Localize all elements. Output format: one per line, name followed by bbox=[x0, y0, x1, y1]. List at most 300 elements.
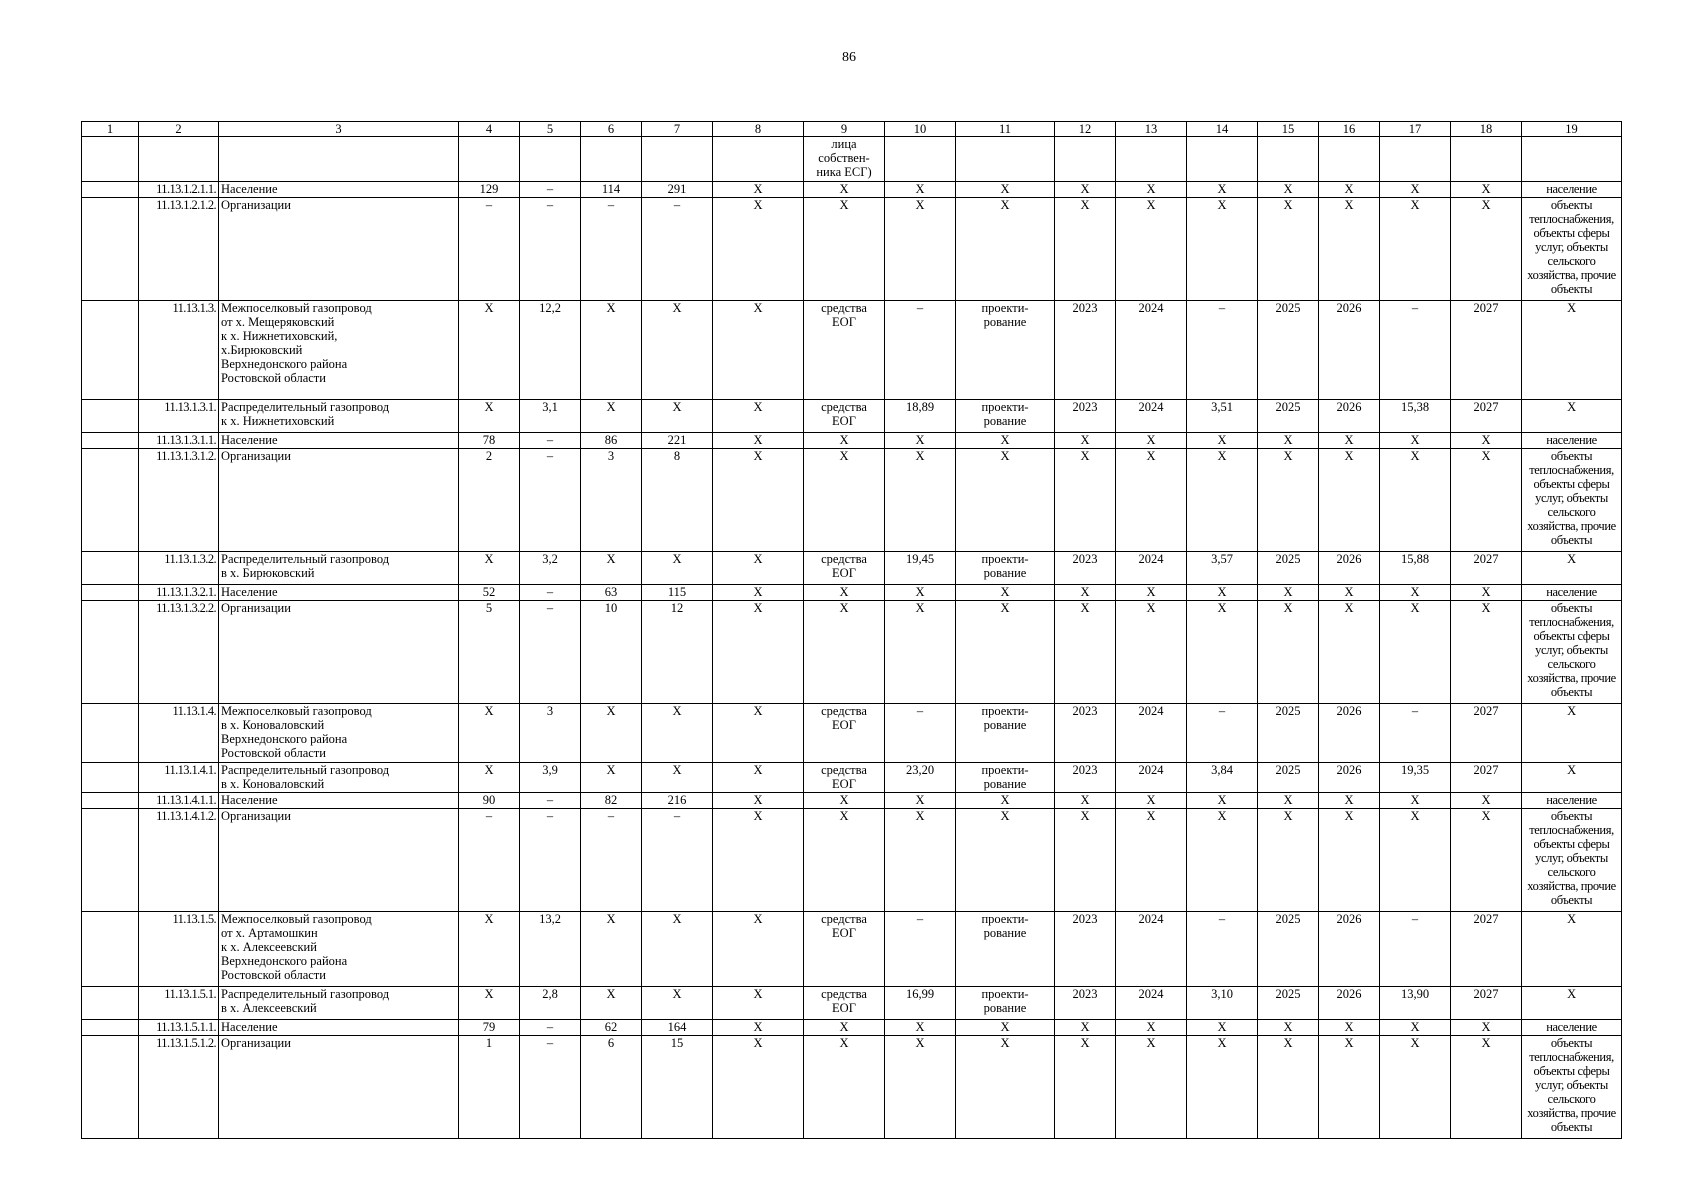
table-cell: 23,20 bbox=[885, 763, 956, 793]
table-cell: проекти- рование bbox=[956, 704, 1055, 763]
table-cell bbox=[82, 449, 139, 552]
table-cell: – bbox=[885, 912, 956, 987]
table-cell: 15,38 bbox=[1380, 400, 1451, 433]
column-number-1: 1 bbox=[82, 122, 139, 137]
consumer-category: объекты теплоснабжения, объекты сферы услуг, объекты сельского хозяйства, прочие объекты bbox=[1522, 809, 1622, 912]
row-code: 11.13.1.5.1.1. bbox=[139, 1020, 219, 1036]
table-cell bbox=[82, 704, 139, 763]
table-cell: Х bbox=[956, 793, 1055, 809]
table-cell: Х bbox=[1055, 433, 1116, 449]
table-cell: Х bbox=[459, 301, 520, 400]
table-cell: Х bbox=[885, 793, 956, 809]
table-cell: – bbox=[642, 809, 713, 912]
table-cell: Х bbox=[1319, 585, 1380, 601]
consumer-category: население bbox=[1522, 433, 1622, 449]
table-cell: 129 bbox=[459, 182, 520, 198]
row-code: 11.13.1.5.1.2. bbox=[139, 1036, 219, 1139]
table-cell: Х bbox=[1116, 198, 1187, 301]
table-cell: Х bbox=[1187, 809, 1258, 912]
row-name: Организации bbox=[219, 809, 459, 912]
table-cell: Х bbox=[713, 1036, 804, 1139]
table-cell: Х bbox=[1055, 1020, 1116, 1036]
table-cell: Х bbox=[1319, 182, 1380, 198]
table-cell: Х bbox=[885, 1036, 956, 1139]
table-cell: Х bbox=[1187, 585, 1258, 601]
table-cell: Х bbox=[1055, 793, 1116, 809]
table-cell: 2027 bbox=[1451, 552, 1522, 585]
table-cell: Х bbox=[1451, 198, 1522, 301]
table-cell: – bbox=[1380, 912, 1451, 987]
consumer-category bbox=[1522, 137, 1622, 182]
table-cell: Х bbox=[1055, 601, 1116, 704]
table-cell: – bbox=[459, 198, 520, 301]
table-cell: 2025 bbox=[1258, 763, 1319, 793]
table-cell bbox=[82, 987, 139, 1020]
table-cell: Х bbox=[1187, 198, 1258, 301]
table-cell: – bbox=[520, 198, 581, 301]
table-cell: Х bbox=[1451, 1036, 1522, 1139]
table-cell: 6 bbox=[581, 1036, 642, 1139]
table-cell: Х bbox=[1116, 1020, 1187, 1036]
table-cell: Х bbox=[1258, 1036, 1319, 1139]
table-cell bbox=[713, 137, 804, 182]
row-name: Межпоселковый газопровод от х. Мещеряковский к х. Нижнетиховский, х.Бирюковский Верхнедонского района Ростовской области bbox=[219, 301, 459, 400]
table-cell bbox=[1319, 137, 1380, 182]
table-cell: Х bbox=[956, 449, 1055, 552]
consumer-category: Х bbox=[1522, 763, 1622, 793]
table-cell: 2027 bbox=[1451, 987, 1522, 1020]
table-cell: Х bbox=[581, 987, 642, 1020]
table-row bbox=[82, 182, 1622, 198]
table-cell: Х bbox=[1319, 809, 1380, 912]
row-name: Распределительный газопровод в х. Алексеевский bbox=[219, 987, 459, 1020]
table-cell: – bbox=[459, 809, 520, 912]
row-name: Межпоселковый газопровод от х. Артамошкин к х. Алексеевский Верхнедонского района Ростовской области bbox=[219, 912, 459, 987]
table-cell: Х bbox=[1055, 809, 1116, 912]
column-number-5: 5 bbox=[520, 122, 581, 137]
row-name: Население bbox=[219, 433, 459, 449]
table-cell: средства ЕОГ bbox=[804, 704, 885, 763]
table-cell: 221 bbox=[642, 433, 713, 449]
row-code: 11.13.1.4.1. bbox=[139, 763, 219, 793]
table-cell: Х bbox=[1380, 793, 1451, 809]
table-cell: 90 bbox=[459, 793, 520, 809]
table-cell: Х bbox=[713, 182, 804, 198]
consumer-category: объекты теплоснабжения, объекты сферы услуг, объекты сельского хозяйства, прочие объекты bbox=[1522, 601, 1622, 704]
table-cell: Х bbox=[459, 704, 520, 763]
table-cell: Х bbox=[642, 704, 713, 763]
row-code: 11.13.1.3.2. bbox=[139, 552, 219, 585]
table-cell: Х bbox=[956, 198, 1055, 301]
row-code: 11.13.1.3.1. bbox=[139, 400, 219, 433]
table-cell bbox=[885, 137, 956, 182]
table-cell: 2027 bbox=[1451, 763, 1522, 793]
table-cell: средства ЕОГ bbox=[804, 301, 885, 400]
table-cell: Х bbox=[804, 1020, 885, 1036]
table-cell: Х bbox=[581, 763, 642, 793]
column-number-12: 12 bbox=[1055, 122, 1116, 137]
table-cell: средства ЕОГ bbox=[804, 763, 885, 793]
table-cell: Х bbox=[804, 198, 885, 301]
table-cell: – bbox=[581, 198, 642, 301]
table-row bbox=[82, 585, 1622, 601]
table-cell: – bbox=[520, 449, 581, 552]
table-cell: Х bbox=[1187, 793, 1258, 809]
table-cell bbox=[1380, 137, 1451, 182]
table-cell: 2023 bbox=[1055, 763, 1116, 793]
table-cell: Х bbox=[642, 552, 713, 585]
table-cell: Х bbox=[713, 704, 804, 763]
table-cell: 2024 bbox=[1116, 301, 1187, 400]
table-cell: 3,10 bbox=[1187, 987, 1258, 1020]
table-cell: Х bbox=[804, 1036, 885, 1139]
table-cell bbox=[82, 198, 139, 301]
table-cell: Х bbox=[1319, 1036, 1380, 1139]
table-cell: Х bbox=[804, 585, 885, 601]
table-cell: Х bbox=[1187, 449, 1258, 552]
table-cell: – bbox=[520, 182, 581, 198]
table-cell: – bbox=[885, 301, 956, 400]
table-cell: Х bbox=[885, 449, 956, 552]
table-cell: 12 bbox=[642, 601, 713, 704]
table-row bbox=[82, 987, 1622, 1020]
table-cell bbox=[642, 137, 713, 182]
table-cell: Х bbox=[1055, 198, 1116, 301]
table-cell: Х bbox=[1258, 585, 1319, 601]
row-code: 11.13.1.5.1. bbox=[139, 987, 219, 1020]
column-number-19: 19 bbox=[1522, 122, 1622, 137]
table-cell: – bbox=[520, 433, 581, 449]
table-cell: Х bbox=[885, 585, 956, 601]
column-number-4: 4 bbox=[459, 122, 520, 137]
table-cell: 19,45 bbox=[885, 552, 956, 585]
row-name: Распределительный газопровод в х. Коноваловский bbox=[219, 763, 459, 793]
table-cell: проекти- рование bbox=[956, 987, 1055, 1020]
table-cell: 291 bbox=[642, 182, 713, 198]
table-cell: 2025 bbox=[1258, 400, 1319, 433]
table-cell: Х bbox=[1116, 793, 1187, 809]
table-cell: 216 bbox=[642, 793, 713, 809]
row-code: 11.13.1.3.1.2. bbox=[139, 449, 219, 552]
table-row bbox=[82, 137, 1622, 182]
table-cell: Х bbox=[581, 912, 642, 987]
table-cell: 8 bbox=[642, 449, 713, 552]
row-code: 11.13.1.2.1.1. bbox=[139, 182, 219, 198]
table-cell: Х bbox=[1055, 182, 1116, 198]
table-cell: 114 bbox=[581, 182, 642, 198]
table-cell: 13,90 bbox=[1380, 987, 1451, 1020]
table-cell: 62 bbox=[581, 1020, 642, 1036]
table-cell: 15,88 bbox=[1380, 552, 1451, 585]
table-cell bbox=[82, 400, 139, 433]
table-cell: 5 bbox=[459, 601, 520, 704]
table-cell: Х bbox=[885, 182, 956, 198]
table-cell bbox=[1187, 137, 1258, 182]
table-cell bbox=[82, 433, 139, 449]
table-cell: Х bbox=[1116, 585, 1187, 601]
table-row bbox=[82, 1036, 1622, 1139]
table-cell: 19,35 bbox=[1380, 763, 1451, 793]
table-cell: – bbox=[520, 601, 581, 704]
table-cell: Х bbox=[885, 809, 956, 912]
table-row bbox=[82, 552, 1622, 585]
table-cell: Х bbox=[713, 793, 804, 809]
table-cell: – bbox=[520, 809, 581, 912]
table-cell: 2026 bbox=[1319, 763, 1380, 793]
table-cell: 2025 bbox=[1258, 552, 1319, 585]
table-cell bbox=[82, 137, 139, 182]
column-number-16: 16 bbox=[1319, 122, 1380, 137]
table-cell: Х bbox=[1187, 601, 1258, 704]
table-cell: Х bbox=[956, 433, 1055, 449]
table-cell bbox=[82, 912, 139, 987]
table-cell: Х bbox=[1319, 1020, 1380, 1036]
table-cell: 3,1 bbox=[520, 400, 581, 433]
table-row bbox=[82, 704, 1622, 763]
table-cell: 2023 bbox=[1055, 301, 1116, 400]
row-name: Население bbox=[219, 1020, 459, 1036]
table-cell: Х bbox=[713, 585, 804, 601]
column-number-10: 10 bbox=[885, 122, 956, 137]
table-cell: Х bbox=[956, 585, 1055, 601]
table-cell: Х bbox=[1258, 182, 1319, 198]
column-number-11: 11 bbox=[956, 122, 1055, 137]
row-name: Организации bbox=[219, 449, 459, 552]
table-cell: лица собствен- ника ЕСГ) bbox=[804, 137, 885, 182]
table-cell: – bbox=[885, 704, 956, 763]
table-cell: Х bbox=[642, 400, 713, 433]
table-cell: 2024 bbox=[1116, 987, 1187, 1020]
table-cell: 3 bbox=[581, 449, 642, 552]
row-name: Организации bbox=[219, 198, 459, 301]
column-number-9: 9 bbox=[804, 122, 885, 137]
table-cell: Х bbox=[1380, 601, 1451, 704]
table-cell: 2023 bbox=[1055, 400, 1116, 433]
table-cell bbox=[82, 552, 139, 585]
row-code: 11.13.1.3.2.1. bbox=[139, 585, 219, 601]
column-number-15: 15 bbox=[1258, 122, 1319, 137]
table-cell: 2025 bbox=[1258, 987, 1319, 1020]
table-cell: Х bbox=[1258, 809, 1319, 912]
table-cell: Х bbox=[1380, 1020, 1451, 1036]
table-cell: – bbox=[642, 198, 713, 301]
table-cell: 3,9 bbox=[520, 763, 581, 793]
column-number-13: 13 bbox=[1116, 122, 1187, 137]
row-code: 11.13.1.3. bbox=[139, 301, 219, 400]
table-cell: 2024 bbox=[1116, 552, 1187, 585]
table-cell: Х bbox=[713, 912, 804, 987]
table-cell: 2024 bbox=[1116, 704, 1187, 763]
table-cell: 2027 bbox=[1451, 704, 1522, 763]
table-cell: Х bbox=[459, 912, 520, 987]
table-cell: 79 bbox=[459, 1020, 520, 1036]
table-cell: Х bbox=[1258, 198, 1319, 301]
table-cell: Х bbox=[713, 301, 804, 400]
table-cell: Х bbox=[1116, 601, 1187, 704]
column-number-17: 17 bbox=[1380, 122, 1451, 137]
row-name: Население bbox=[219, 793, 459, 809]
table-cell: Х bbox=[1451, 1020, 1522, 1036]
data-table bbox=[81, 121, 1622, 1139]
table-cell: Х bbox=[1380, 182, 1451, 198]
table-cell: Х bbox=[642, 763, 713, 793]
table-row bbox=[82, 793, 1622, 809]
row-code: 11.13.1.3.2.2. bbox=[139, 601, 219, 704]
consumer-category: население bbox=[1522, 793, 1622, 809]
table-cell: Х bbox=[1319, 433, 1380, 449]
table-cell: средства ЕОГ bbox=[804, 912, 885, 987]
table-cell: Х bbox=[713, 552, 804, 585]
table-cell bbox=[82, 1020, 139, 1036]
row-name: Население bbox=[219, 585, 459, 601]
row-name bbox=[219, 137, 459, 182]
table-cell: 2027 bbox=[1451, 912, 1522, 987]
consumer-category: Х bbox=[1522, 704, 1622, 763]
page-number: 86 bbox=[842, 50, 856, 65]
table-cell: Х bbox=[1055, 449, 1116, 552]
table-row bbox=[82, 809, 1622, 912]
table-cell: Х bbox=[1187, 1036, 1258, 1139]
table-cell: Х bbox=[956, 1036, 1055, 1139]
table-cell: Х bbox=[1380, 809, 1451, 912]
table-cell: Х bbox=[581, 301, 642, 400]
table-cell: 2026 bbox=[1319, 301, 1380, 400]
table-cell: Х bbox=[1380, 585, 1451, 601]
table-cell: проекти- рование bbox=[956, 763, 1055, 793]
table-row bbox=[82, 433, 1622, 449]
table-cell: Х bbox=[581, 704, 642, 763]
consumer-category: Х bbox=[1522, 301, 1622, 400]
table-cell: 15 bbox=[642, 1036, 713, 1139]
table-row bbox=[82, 400, 1622, 433]
table-cell: Х bbox=[1055, 585, 1116, 601]
table-cell: 2023 bbox=[1055, 704, 1116, 763]
table-cell bbox=[82, 793, 139, 809]
table-cell: Х bbox=[1380, 198, 1451, 301]
table-cell: Х bbox=[1258, 793, 1319, 809]
table-cell: 18,89 bbox=[885, 400, 956, 433]
table-cell: – bbox=[520, 585, 581, 601]
table-cell: Х bbox=[713, 400, 804, 433]
row-code: 11.13.1.2.1.2. bbox=[139, 198, 219, 301]
table-cell: Х bbox=[713, 601, 804, 704]
row-name: Межпоселковый газопровод в х. Коноваловский Верхнедонского района Ростовской области bbox=[219, 704, 459, 763]
consumer-category: Х bbox=[1522, 912, 1622, 987]
table-cell: Х bbox=[1319, 198, 1380, 301]
table-cell: 2025 bbox=[1258, 912, 1319, 987]
table-cell: Х bbox=[956, 1020, 1055, 1036]
table-cell: 2,8 bbox=[520, 987, 581, 1020]
table-cell bbox=[1258, 137, 1319, 182]
table-cell: 3,84 bbox=[1187, 763, 1258, 793]
table-cell: 2026 bbox=[1319, 704, 1380, 763]
table-cell: Х bbox=[885, 198, 956, 301]
table-cell: 3,57 bbox=[1187, 552, 1258, 585]
column-number-8: 8 bbox=[713, 122, 804, 137]
table-cell: Х bbox=[1116, 182, 1187, 198]
table-cell bbox=[82, 585, 139, 601]
table-cell: Х bbox=[1451, 585, 1522, 601]
table-cell: 82 bbox=[581, 793, 642, 809]
table-cell: средства ЕОГ bbox=[804, 987, 885, 1020]
table-cell: Х bbox=[713, 809, 804, 912]
table-cell: 16,99 bbox=[885, 987, 956, 1020]
column-number-7: 7 bbox=[642, 122, 713, 137]
table-cell: Х bbox=[804, 601, 885, 704]
table-cell: 2026 bbox=[1319, 400, 1380, 433]
table-cell: 10 bbox=[581, 601, 642, 704]
table-cell: 3 bbox=[520, 704, 581, 763]
table-cell: – bbox=[520, 1020, 581, 1036]
table-cell: Х bbox=[642, 301, 713, 400]
consumer-category: объекты теплоснабжения, объекты сферы услуг, объекты сельского хозяйства, прочие объекты bbox=[1522, 449, 1622, 552]
row-name: Распределительный газопровод к х. Нижнетиховский bbox=[219, 400, 459, 433]
column-number-6: 6 bbox=[581, 122, 642, 137]
row-code: 11.13.1.5. bbox=[139, 912, 219, 987]
table-row bbox=[82, 449, 1622, 552]
table-cell: 2026 bbox=[1319, 987, 1380, 1020]
table-cell bbox=[82, 809, 139, 912]
table-cell bbox=[520, 137, 581, 182]
table-cell: 86 bbox=[581, 433, 642, 449]
consumer-category: объекты теплоснабжения, объекты сферы услуг, объекты сельского хозяйства, прочие объекты bbox=[1522, 1036, 1622, 1139]
table-cell: Х bbox=[581, 552, 642, 585]
table-cell bbox=[1055, 137, 1116, 182]
table-row bbox=[82, 601, 1622, 704]
table-cell: 2027 bbox=[1451, 400, 1522, 433]
table-cell: Х bbox=[804, 793, 885, 809]
table-cell: Х bbox=[1451, 182, 1522, 198]
table-cell: Х bbox=[642, 987, 713, 1020]
table-cell: средства ЕОГ bbox=[804, 400, 885, 433]
table-cell bbox=[581, 137, 642, 182]
table-cell: проекти- рование bbox=[956, 400, 1055, 433]
consumer-category: Х bbox=[1522, 987, 1622, 1020]
table-cell: проекти- рование bbox=[956, 912, 1055, 987]
table-cell: Х bbox=[1451, 601, 1522, 704]
table-cell: 2025 bbox=[1258, 704, 1319, 763]
table-cell: Х bbox=[885, 1020, 956, 1036]
consumer-category: Х bbox=[1522, 552, 1622, 585]
table-cell: Х bbox=[804, 449, 885, 552]
table-cell: 3,51 bbox=[1187, 400, 1258, 433]
table-cell: Х bbox=[885, 601, 956, 704]
table-cell: Х bbox=[1187, 182, 1258, 198]
column-number-3: 3 bbox=[219, 122, 459, 137]
table-cell: Х bbox=[581, 400, 642, 433]
table-cell bbox=[82, 301, 139, 400]
table-cell: – bbox=[1187, 912, 1258, 987]
row-name: Распределительный газопровод в х. Бирюковский bbox=[219, 552, 459, 585]
table-cell: 2023 bbox=[1055, 912, 1116, 987]
table-cell bbox=[82, 601, 139, 704]
table-cell: 2 bbox=[459, 449, 520, 552]
table-cell: Х bbox=[459, 763, 520, 793]
row-name: Организации bbox=[219, 1036, 459, 1139]
table-cell: 78 bbox=[459, 433, 520, 449]
table-row bbox=[82, 912, 1622, 987]
table-cell: 12,2 bbox=[520, 301, 581, 400]
column-number-row bbox=[82, 122, 1622, 137]
table-cell bbox=[956, 137, 1055, 182]
table-body bbox=[82, 122, 1622, 1139]
table-cell: Х bbox=[1319, 601, 1380, 704]
table-cell bbox=[1451, 137, 1522, 182]
table-cell: 164 bbox=[642, 1020, 713, 1036]
table-cell: 2024 bbox=[1116, 400, 1187, 433]
table-cell: – bbox=[520, 793, 581, 809]
table-cell bbox=[82, 763, 139, 793]
